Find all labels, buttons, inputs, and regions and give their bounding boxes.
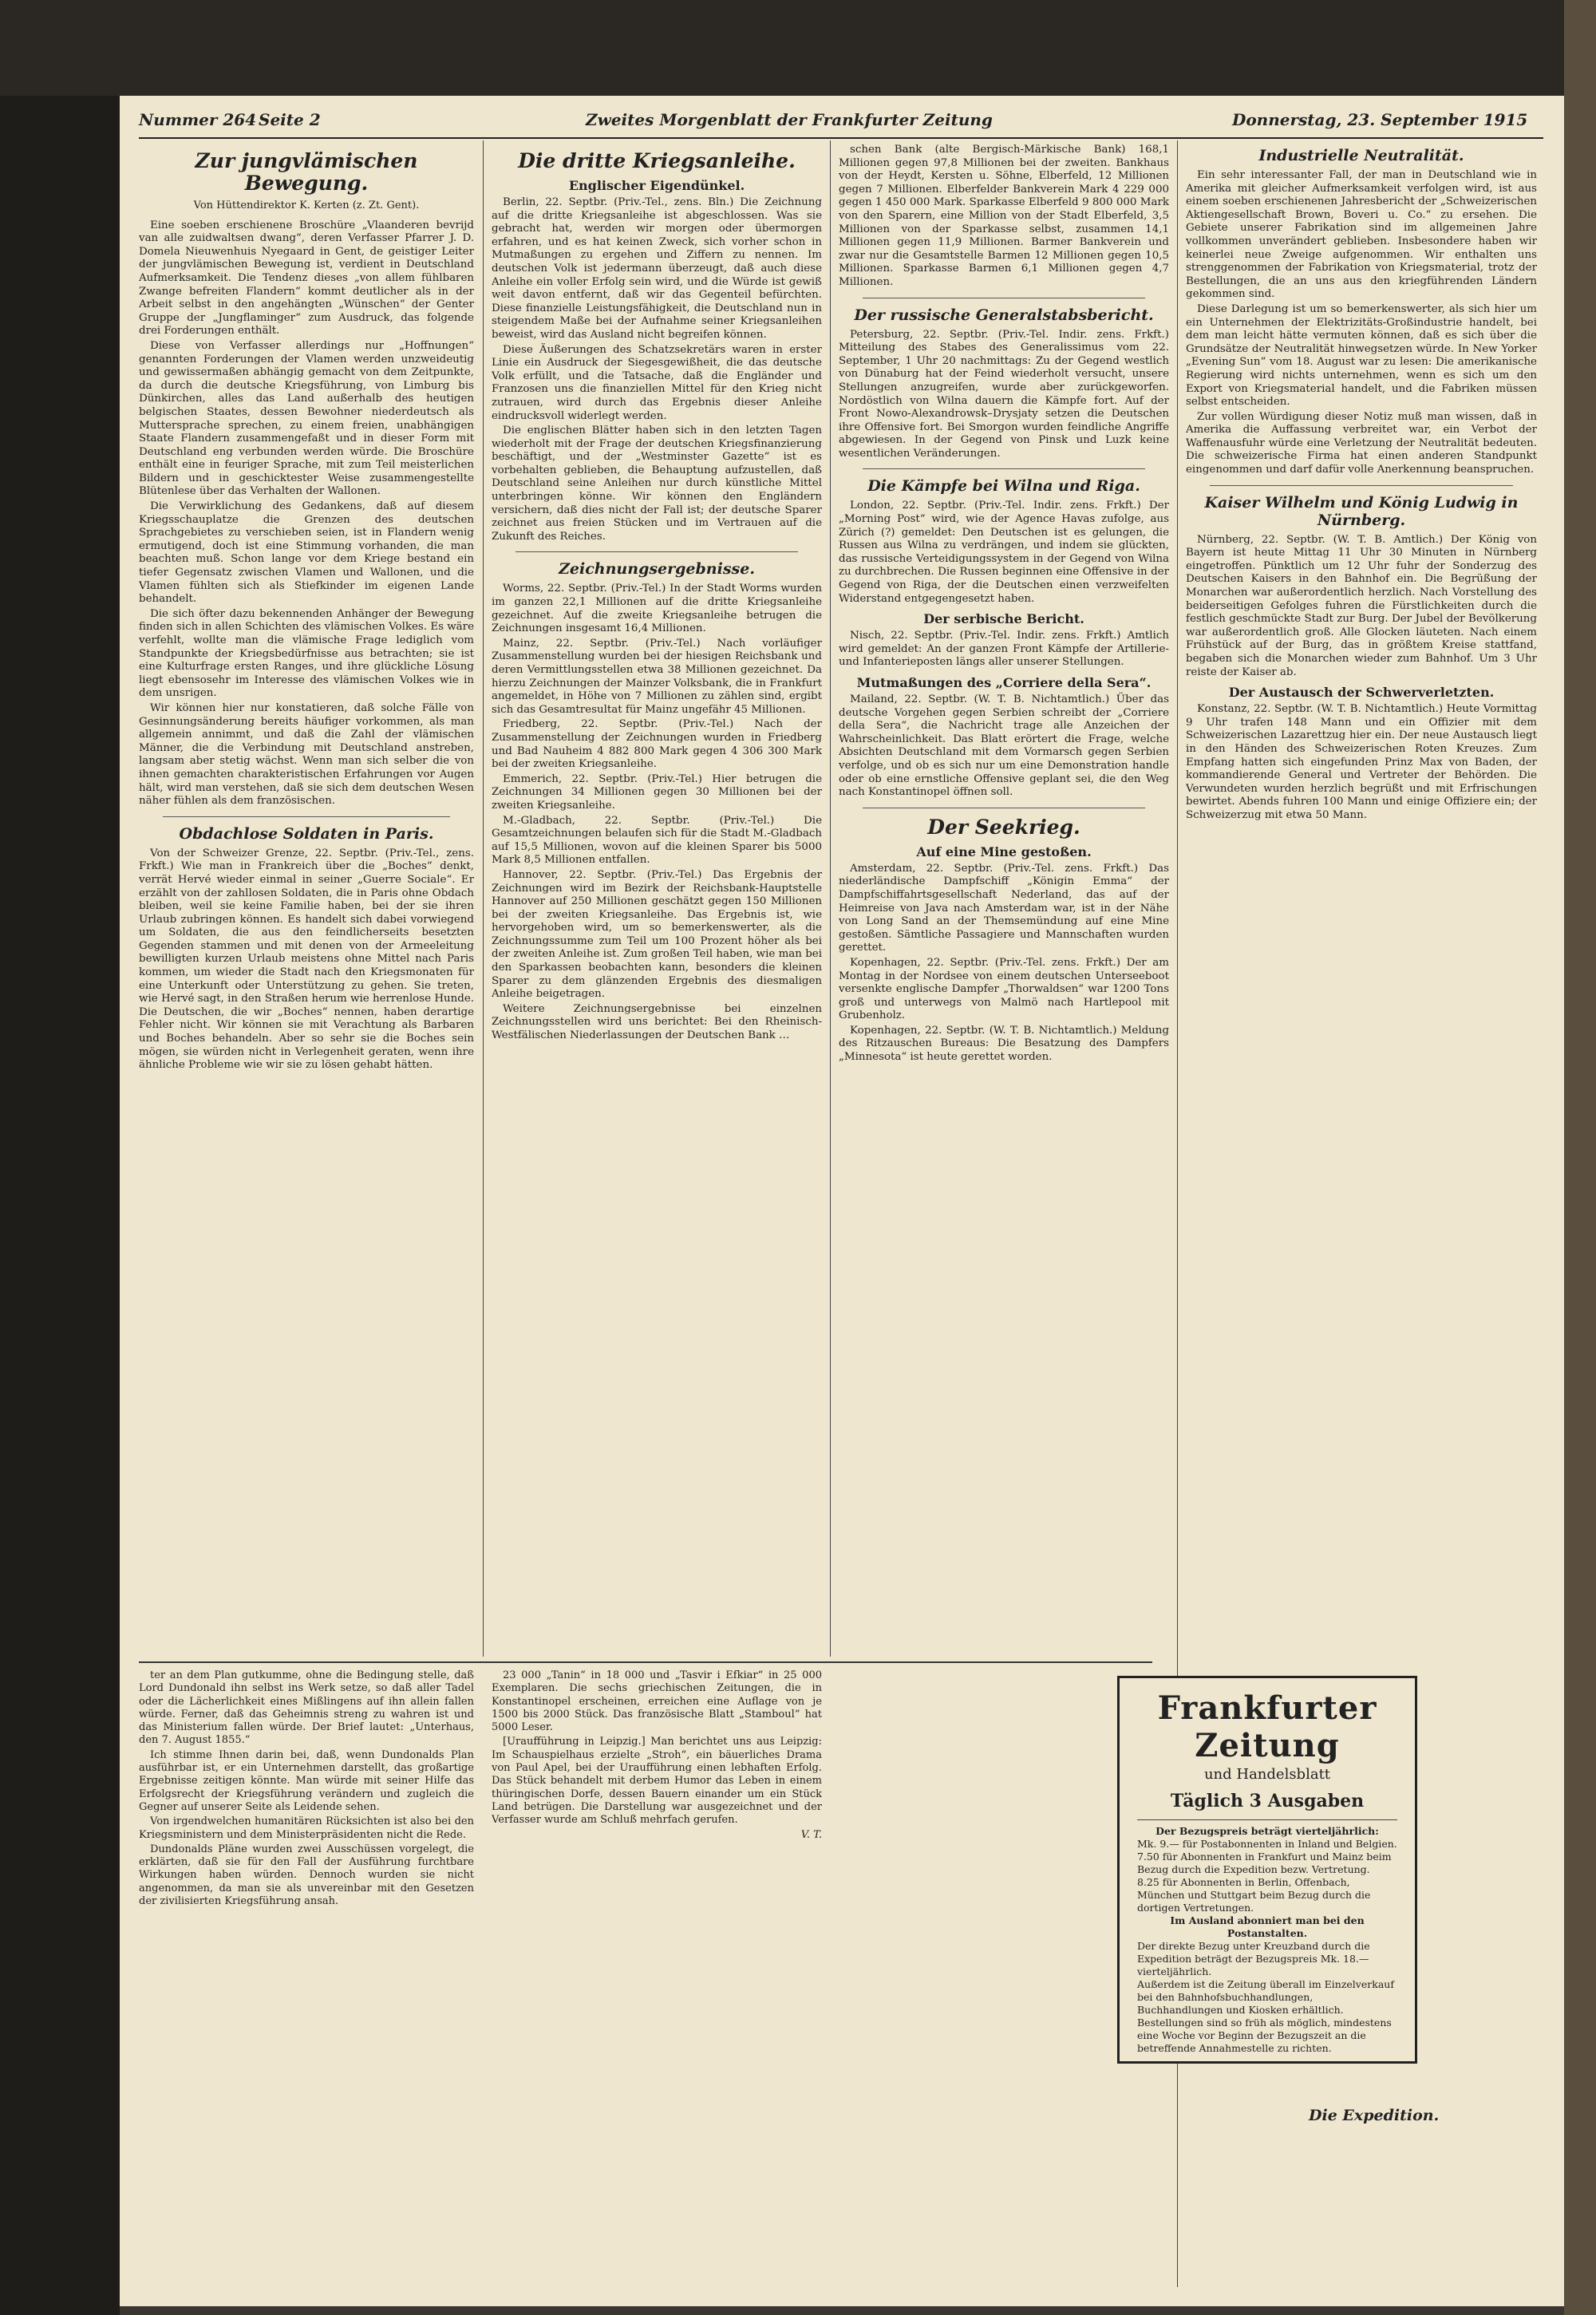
article-title: Zeichnungsergebnisse. bbox=[559, 560, 755, 579]
ad-title: Frankfurter Zeitung bbox=[1157, 1689, 1377, 1764]
left-shadow bbox=[0, 96, 120, 2315]
article-paragraph: Ein sehr interessanter Fall, der man in Deutschland wie in Amerika mit gleicher Aufmerksamkeit verfolgen wird, ist aus einem soeben erschienenen Jahresbericht der „Schweizerischen Aktiengesellschaft Brown, Boveri u. Co.“ zu ersehen. Die Gebiete unserer Fabrikation sind im allgemeinen Jahre vollkommen unverändert geblieben. Insbesondere haben wir keinerlei neue Zweige aufgenommen. Wir enthalten uns strenggenommen der Fabrikation von Kriegsmaterial, trotz der Bestellungen, die an uns aus den kriegführenden Ländern gekommen sind. bbox=[1186, 169, 1537, 301]
ad-line: Außerdem ist die Zeitung überall im Einzelverkauf bei den Bahnhofsbuchhandlungen, Buchhandlungen und Kiosken erhältlich. bbox=[1137, 1978, 1394, 2016]
ad-line: Bestellungen sind so früh als möglich, mindestens eine Woche vor Beginn der Bezugszeit an die betreffende Annahmestelle zu richten. bbox=[1137, 2017, 1392, 2054]
column-rule bbox=[483, 140, 484, 1657]
feuilleton-rule bbox=[139, 1661, 1152, 1663]
header-rule bbox=[139, 137, 1543, 139]
article-paragraph: Diese Äußerungen des Schatzsekretärs waren in erster Linie ein Ausdruck der Siegesgewißheit, die das deutsche Volk erfüllt, und die Tatsache, daß die Engländer und Franzosen uns die finanziellen Mittel für den Krieg nicht zutrauen, wird durch das Ergebnis dieser Anleihe eindrucksvoll widerlegt werden. bbox=[492, 343, 822, 422]
article-paragraph: ter an dem Plan gutkumme, ohne die Bedingung stelle, daß Lord Dundonald ihn selbst ins Werk setze, so daß aller Tadel oder die Lächerlichkeit eines Mißlingens auf ihn allein fallen würde. Ferner, daß das Geheimnis streng zu wahren ist und das Ministerium fallen würde. Der Brief lautet: „Unterhaus, den 7. August 1855.“ bbox=[139, 1669, 474, 1747]
issue-number: Nummer 264 bbox=[139, 110, 257, 129]
article-title: Die dritte Kriegsanleihe. bbox=[518, 149, 796, 172]
article-paragraph: Ich stimme Ihnen darin bei, daß, wenn Dundonalds Plan ausführbar ist, er ein Unternehmen darstellt, das großartige Ergebnisse zeitigen könnte. Man würde mit seiner Hilfe das Erfolgsrecht der Kriegsführung verändern und zugleich die Gegner auf unserer Seite als Leidende sehen. bbox=[139, 1748, 474, 1813]
article-divider bbox=[1210, 485, 1513, 486]
author-signature: V. T. bbox=[800, 1828, 822, 1841]
column-2 bbox=[492, 144, 822, 1656]
article-subtitle: Mutmaßungen des „Corriere della Sera“. bbox=[856, 675, 1152, 690]
subscription-advertisement bbox=[1117, 1676, 1417, 2064]
ad-frequency: Täglich 3 Ausgaben bbox=[1170, 1791, 1365, 1811]
article-paragraph: Petersburg, 22. Septbr. (Priv.-Tel. Indir. zens. Frkft.) Mitteilung des Stabes des Generalissimus vom 22. September, 1 Uhr 20 nachmittags: Zu der Gegend westlich von Dünaburg hat der Feind wiederholt versucht, unsere Stellungen anzugreifen, wurde aber zurückgeworfen. Nordöstlich von Wilna dauern die Kämpfe fort. Auf der Front Nowo-Alexandrowsk–Drysjaty setzen die Deutschen ihre Offensive fort. Bei Smorgon wurden feindliche Angriffe abgewiesen. In der Gegend von Pinsk und Luzk keine wesentlichen Veränderungen. bbox=[839, 328, 1169, 460]
column-4 bbox=[1186, 144, 1537, 1576]
article-paragraph: Hannover, 22. Septbr. (Priv.-Tel.) Das Ergebnis der Zeichnungen wird im Bezirk der Reichsbank-Hauptstelle Hannover auf 250 Millionen geschätzt gegen 150 Millionen bei der zweiten Kriegsanleihe. Das Ergebnis ist, wie hervorgehoben wird, um so bemerkenswerter, als die Zeichnungssumme zum Teil um 100 Prozent höher als bei der zweiten Anleihe ist. Zum großen Teil haben, wie man bei den Sparkassen beobachten kann, besonders die kleinen Sparer zu dem glänzenden Ergebnis des diesmaligen Anleihe beigetragen. bbox=[492, 868, 822, 1001]
article-divider bbox=[163, 816, 450, 817]
article-paragraph: Von irgendwelchen humanitären Rücksichten ist also bei den Kriegsministern und dem Ministerpräsidenten nicht die Rede. bbox=[139, 1815, 474, 1841]
article-paragraph: Mainz, 22. Septbr. (Priv.-Tel.) Nach vorläufiger Zusammenstellung wurden bei der hiesigen Reichsbank und deren Vermittlungsstellen etwa 38 Millionen gezeichnet. Da hierzu Zeichnungen der Mainzer Volksbank, die in Frankfurt angemeldet, in Höhe von 7 Millionen zu zählen sind, ergibt sich das Gesamtresultat für Mainz ungefähr 45 Millionen. bbox=[492, 637, 822, 716]
article-title: Kaiser Wilhelm und König Ludwig in Nürnberg. bbox=[1204, 493, 1519, 529]
article-title: Der russische Generalstabsbericht. bbox=[854, 306, 1154, 324]
article-paragraph: Nisch, 22. Septbr. (Priv.-Tel. Indir. zens. Frkft.) Amtlich wird gemeldet: An der ganzen Front Kämpfe der Artillerie- und Infanterieposten längs aller unserer Stellungen. bbox=[839, 630, 1169, 669]
page-number: Seite 2 bbox=[259, 110, 321, 129]
newspaper-page bbox=[120, 96, 1564, 2306]
article-paragraph: Emmerich, 22. Septbr. (Priv.-Tel.) Hier betrugen die Zeichnungen 34 Millionen gegen 30 Millionen bei der zweiten Kriegsanleihe. bbox=[492, 772, 822, 812]
article-paragraph: Diese von Verfasser allerdings nur „Hoffnungen“ genannten Forderungen der Vlamen werden unzweideutig und gewissermaßen abhängig gemacht von dem Zeitpunkte, da durch die deutsche Kriegsführung, von Limburg bis Dünkirchen, alles das Land außerhalb des heutigen belgischen Staates, dessen Bewohner niederdeutsch als Muttersprache sprechen, zu einem freien, unabhängigen Staate Flandern zusammengefaßt und in dieser Form mit Deutschland eng verbunden werden würde. Die Broschüre enthält eine in feuriger Sprache, mit zum Teil meisterlichen Bildern und in geschicktester Weise zusammengestellte Blütenlese über das Verhalten der Wallonen. bbox=[139, 339, 474, 498]
article-paragraph: Die Verwirklichung des Gedankens, daß auf diesem Kriegsschauplatze die Grenzen des deutschen Sprachgebietes zu verschieben seien, ist in Flandern wenig ermutigend, doch ist eine Stimmung vorhanden, die man beachten muß. Schon lange vor dem Kriege bestand ein tiefer Gegensatz zwischen Vlamen und Wallonen, und die Vlamen fühlten sich als Stiefkinder im eigenen Lande behandelt. bbox=[139, 500, 474, 606]
article-paragraph: Wir können hier nur konstatieren, daß solche Fälle von Gesinnungsänderung bereits häufiger vorkommen, als man allgemein annimmt, und daß die Zahl der vlämischen Männer, die die Verbindung mit Deutschland anstreben, langsam aber stetig wächst. Wenn man sich selber die von ihnen gemachten charakteristischen Erfahrungen vor Augen hält, wird man verstehen, daß sie sich dem deutschen Wesen näher fühlen als dem französischen. bbox=[139, 701, 474, 808]
article-divider bbox=[516, 551, 798, 552]
article-title: Zur jungvlämischen Bewegung. bbox=[195, 149, 418, 195]
article-paragraph: Weitere Zeichnungsergebnisse bei einzelnen Zeichnungsstellen wird uns berichtet: Bei den Rheinisch-Westfälischen Niederlassungen der Deutschen Bank … bbox=[492, 1002, 822, 1042]
article-paragraph: Konstanz, 22. Septbr. (W. T. B. Nichtamtlich.) Heute Vormittag 9 Uhr trafen 148 Mann und ein Offizier mit dem Schweizerischen Lazarettzug hier ein. Der neue Austausch liegt in den Händen des Schweizerischen Roten Kreuzes. Zum Empfang hatten sich eingefunden Prinz Max von Baden, der kommandierende General und Vertreter der Behörden. Die Verwundeten wurden herzlich begrüßt und mit Erfrischungen bewirtet. Abends fuhren 100 Mann und einige Offiziere ein; der Schweizerzug mit etwa 50 Mann. bbox=[1186, 703, 1537, 821]
article-paragraph: Nürnberg, 22. Septbr. (W. T. B. Amtlich.) Der König von Bayern ist heute Mittag 11 Uhr 30 Minuten in Nürnberg eingetroffen. Pünktlich um 12 Uhr fuhr der Sonderzug des Deutschen Kaisers in den Bahnhof ein. Die Begrüßung der Monarchen war außerordentlich herzlich. Nach Vorstellung des beiderseitigen Gefolges fuhren die Fürstlichkeiten durch die festlich geschmückte Stadt zur Burg. Der Jubel der Bevölkerung war außerordentlich groß. Alle Glocken läuteten. Nach einem Frühstück auf der Burg, das in größtem Kreise stattfand, begaben sich die Monarchen wieder zum Bahnhof. Um 3 Uhr reiste der Kaiser ab. bbox=[1186, 533, 1537, 678]
article-divider bbox=[863, 468, 1145, 469]
ad-heading: Der Bezugspreis beträgt vierteljährlich: bbox=[1156, 1825, 1379, 1837]
article-subtitle: Der serbische Bericht. bbox=[923, 611, 1084, 627]
feuilleton-column-2 bbox=[492, 1669, 822, 2292]
book-gutter bbox=[1564, 0, 1596, 2315]
article-title: Industrielle Neutralität. bbox=[1258, 147, 1464, 164]
article-paragraph: Diese Darlegung ist um so bemerkenswerter, als sich hier um ein Unternehmen der Elektrizitäts-Großindustrie handelt, bei dem man leicht hätte vermuten können, daß es sich über die Grundsätze der Neutralität hinwegsetzen würde. In New Yorker „Evening Sun“ vom 18. August war zu lesen: Die amerikanische Regierung wird nichts unternehmen, wenn es sich um den Export von Kriegsmaterial handelt, und die Fabriken müssen selbst entscheiden. bbox=[1186, 302, 1537, 409]
article-subtitle: Auf eine Mine gestoßen. bbox=[916, 843, 1092, 859]
article-byline: Von Hüttendirektor K. Kerten (z. Zt. Gent). bbox=[193, 200, 420, 211]
article-paragraph: Worms, 22. Septbr. (Priv.-Tel.) In der Stadt Worms wurden im ganzen 22,1 Millionen auf die dritte Kriegsanleihe gezeichnet. Auf die zweite Kriegsanleihe betrugen die Zeichnungen insgesamt 16,4 Millionen. bbox=[492, 583, 822, 635]
ad-price-list bbox=[1137, 1819, 1397, 2055]
article-paragraph: Kopenhagen, 22. Septbr. (Priv.-Tel. zens. Frkft.) Der am Montag in der Nordsee von einem deutschen Unterseeboot versenkte englische Dampfer „Thorwaldsen“ war 1200 Tons groß und unterwegs von Malmö nach Hartlepool mit Grubenholz. bbox=[839, 956, 1169, 1022]
article-paragraph: schen Bank (alte Bergisch-Märkische Bank) 168,1 Millionen gegen 97,8 Millionen bei der zweiten. Bankhaus von der Heydt, Kersten u. Söhne, Elberfeld, 12 Millionen gegen 7 Millionen. Elberfelder Bankverein Mark 4 229 000 gegen 1 450 000 Mark. Sparkasse Elberfeld 9 800 000 Mark von den Sparern, eine Million von der Stadt Elberfeld, 3,5 Millionen von der Sparkasse selbst, zusammen 14,1 Millionen gegen 11,9 Millionen. Barmer Bankverein und zwar nur die Gesamtstelle Barmen 12 Millionen gegen 10,5 Millionen. Sparkasse Barmen 6,1 Millionen gegen 4,7 Millionen. bbox=[839, 144, 1169, 288]
article-paragraph: Die englischen Blätter haben sich in den letzten Tagen wiederholt mit der Frage der deutschen Kriegsfinanzierung beschäftigt, und der „Westminster Gazette“ ist es vorbehalten geblieben, die Behauptung aufzustellen, daß Deutschland seine Anleihen nur durch künstliche Mittel unterbringen könne. Wir können den Engländern versichern, daß dies nicht der Fall ist; der deutsche Sparer zeichnet aus freien Stücken und im Vertrauen auf die Zukunft des Reiches. bbox=[492, 425, 822, 543]
column-1 bbox=[139, 144, 474, 1656]
ad-signature: Die Expedition. bbox=[1309, 2107, 1440, 2124]
ad-subtitle: und Handelsblatt bbox=[1203, 1766, 1331, 1783]
article-paragraph: Eine soeben erschienene Broschüre „Vlaanderen bevrijd van alle zuidwaltsen dwang“, deren Verfasser Pfarrer J. D. Domela Nieuwenhuis Nyegaard in Gent, de geistiger Leiter der jungvlämischen Bewegung ist, verdient in Deutschland Aufmerksamkeit. Die Tendenz dieses „von allem fühlbaren Zwange befreiten Flandern“ kommt deutlicher als in der Arbeit selbst in den angehängten „Wünschen“ der Genter Gruppe der „Jungflaminger“ zum Ausdruck, das folgende drei Forderungen enthält. bbox=[139, 219, 474, 338]
feuilleton-column-1 bbox=[139, 1669, 474, 2292]
article-title: Obdachlose Soldaten in Paris. bbox=[179, 824, 434, 843]
article-paragraph: London, 22. Septbr. (Priv.-Tel. Indir. zens. Frkft.) Der „Morning Post“ wird, wie der Agence Havas zufolge, aus Zürich (?) gemeldet: Den Deutschen ist es gelungen, die Russen aus Wilna zu verdrängen, und indem sie glückten, das russische Verteidigungssystem in der Gegend von Wilna zu durchbrechen. Die Russen beginnen eine Offensive in der Gegend von Riga, der die Deutschen einen verzweifelten Widerstand entgegengesetzt haben. bbox=[839, 500, 1169, 605]
article-paragraph: Von der Schweizer Grenze, 22. Septbr. (Priv.-Tel., zens. Frkft.) Wie man in Frankreich über die „Boches“ denkt, verrät Hervé wieder einmal in seiner „Guerre Sociale“. Er erzählt von der zahllosen Soldaten, die in Paris ohne Obdach bleiben, weil sie keine Familie haben, bei der sie ihren Urlaub zubringen können. Es handelt sich dabei vorwiegend um Soldaten, die aus den feindlicherseits besetzten Gegenden stammen und mit denen von der Armeeleitung bewilligten kurzen Urlaub meistens ohne Mittel nach Paris kommen, um wieder die Stadt nach den Kriegsmonaten für eine Unterkunft oder Unterstützung zu gehen. Sie treten, wie Hervé sagt, in den Straßen herum wie herrenlose Hunde. Die Deutschen, die wir „Boches“ nennen, haben derartige Fehler nicht. Wir können sie mit Verachtung als Barbaren und Boches behandeln. Aber so sehr sie die Boches sein mögen, sie würden nicht in Verlegenheit geraten, wenn ihre ähnliche Probleme wie wir sie zu lösen gehabt hätten. bbox=[139, 847, 474, 1072]
edition-title: Zweites Morgenblatt der Frankfurter Zeitung bbox=[586, 110, 993, 129]
ad-line: Der direkte Bezug unter Kreuzband durch die Expedition beträgt der Bezugspreis Mk. 18.— vierteljährlich. bbox=[1137, 1940, 1370, 1977]
article-paragraph: Berlin, 22. Septbr. (Priv.-Tel., zens. Bln.) Die Zeichnung auf die dritte Kriegsanleihe ist abgeschlossen. Was sie gebracht hat, werden wir morgen oder übermorgen erfahren, und es hat keinen Zweck, sich vorher schon in Mutmaßungen zu ergehen und Ziffern zu nennen. Im deutschen Volk ist jedermann überzeugt, daß auch diese Anleihe ein voller Erfolg sein wird, und die Würde ist gewiß weit davon entfernt, daß wir das Gegenteil befürchten. Diese finanzielle Leistungsfähigkeit, die Deutschland nun in steigendem Maße bei der Aufnahme seiner Kriegsanleihen beweist, wird das Ausland nicht begreifen können. bbox=[492, 196, 822, 341]
article-paragraph: 23 000 „Tanin“ in 18 000 und „Tasvir i Efkiar“ in 25 000 Exemplaren. Die sechs griechischen Zeitungen, die in Konstantinopel erscheinen, erreichen eine Auflage von je 1500 bis 2000 Stück. Das französische Blatt „Stamboul“ hat 5000 Leser. bbox=[492, 1669, 822, 1734]
article-paragraph: Die sich öfter dazu bekennenden Anhänger der Bewegung finden sich in allen Schichten des vlämischen Volkes. Es wäre verfehlt, wollte man die vlämische Frage lediglich vom Standpunkte der Kriegsbedürfnisse aus betrachten; sie ist eine Kulturfrage ersten Ranges, und ihre glückliche Lösung liegt ebensosehr im Interesse des vlämischen Volkes wie in dem unsrigen. bbox=[139, 607, 474, 700]
issue-date: Donnerstag, 23. September 1915 bbox=[1232, 110, 1528, 129]
article-paragraph: Amsterdam, 22. Septbr. (Priv.-Tel. zens. Frkft.) Das niederländische Dampfschiff „Königin Emma“ der Dampfschiffahrtsgesellschaft Nederland, das auf der Heimreise von Java nach Amsterdam war, ist in der Nähe von Long Sand an der Themsemündung auf eine Mine gestoßen. Sämtliche Passagiere und Mannschaften wurden gerettet. bbox=[839, 862, 1169, 954]
ad-line: Mk. 9.— für Postabonnenten in Inland und Belgien. bbox=[1137, 1838, 1397, 1850]
top-shadow bbox=[0, 0, 1596, 96]
article-paragraph: Mailand, 22. Septbr. (W. T. B. Nichtamtlich.) Über das deutsche Vorgehen gegen Serbien schreibt der „Corriere della Sera“, die Nachricht trage alle Anzeichen der Wahrscheinlichkeit. Das Blatt erörtert die Frage, welche Absichten Deutschland mit dem Vormarsch gegen Serbien verfolge, und ob es sich nur um eine Demonstration handle oder ob eine ernstliche Offensive geplant sei, die den Weg nach Konstantinopel öffnen soll. bbox=[839, 693, 1169, 799]
ad-line: 8.25 für Abonnenten in Berlin, Offenbach, München und Stuttgart beim Bezug durch die dortigen Vertretungen. bbox=[1137, 1876, 1371, 1914]
article-paragraph: Kopenhagen, 22. Septbr. (W. T. B. Nichtamtlich.) Meldung des Ritzauschen Bureaus: Die Besatzung des Dampfers „Minnesota“ ist heute gerettet worden. bbox=[839, 1024, 1169, 1064]
article-subtitle: Der Austausch der Schwerverletzten. bbox=[1228, 685, 1495, 701]
column-rule bbox=[830, 140, 831, 1657]
article-title: Die Kämpfe bei Wilna und Riga. bbox=[867, 477, 1140, 496]
ad-line: 7.50 für Abonnenten in Frankfurt und Mainz beim Bezug durch die Expedition bezw. Vertretung. bbox=[1137, 1851, 1392, 1875]
article-title: Der Seekrieg. bbox=[927, 815, 1080, 839]
article-paragraph: Dundonalds Pläne wurden zwei Ausschüssen vorgelegt, die erklärten, daß sie für den Fall der Ausführung furchtbare Wirkungen haben würden. Dennoch wurden sie nicht angenommen, da man sie als unvereinbar mit den Gesetzen der zivilisierten Kriegsführung ansah. bbox=[139, 1843, 474, 1908]
article-subtitle: Englischer Eigendünkel. bbox=[568, 178, 745, 193]
article-paragraph: Zur vollen Würdigung dieser Notiz muß man wissen, daß in Amerika die Auffassung verbreitet war, ein Verbot der Waffenausfuhr würde eine Verletzung der Neutralität bedeuten. Die schweizerische Firma hat einen anderen Standpunkt eingenommen und darf dafür volle Anerkennung beanspruchen. bbox=[1186, 410, 1537, 476]
page-header bbox=[139, 105, 1543, 134]
article-paragraph: Friedberg, 22. Septbr. (Priv.-Tel.) Nach der Zusammenstellung der Zeichnungen wurden in Friedberg und Bad Nauheim 4 882 800 Mark gegen 4 306 300 Mark bei der zweiten Kriegsanleihe. bbox=[492, 718, 822, 771]
ad-line: Im Ausland abonniert man bei den Postanstalten. bbox=[1170, 1914, 1365, 1939]
article-paragraph: [Uraufführung in Leipzig.] Man berichtet uns aus Leipzig: Im Schauspielhaus erzielte „Stroh“, ein bäuerliches Drama von Paul Apel, bei der Uraufführung einen lebhaften Erfolg. Das Stück behandelt mit derbem Humor das Leben in einem thüringischen Dorfe, dessen Bauern einander um ein Stück Land betrügen. Die Darstellung war ausgezeichnet und der Verfasser wurde am Schluß mehrfach gerufen. bbox=[492, 1736, 822, 1827]
article-paragraph: M.-Gladbach, 22. Septbr. (Priv.-Tel.) Die Gesamtzeichnungen belaufen sich für die Stadt M.-Gladbach auf 15,5 Millionen, wovon auf die kleinen Sparer bis 5000 Mark 8,5 Millionen entfallen. bbox=[492, 814, 822, 867]
